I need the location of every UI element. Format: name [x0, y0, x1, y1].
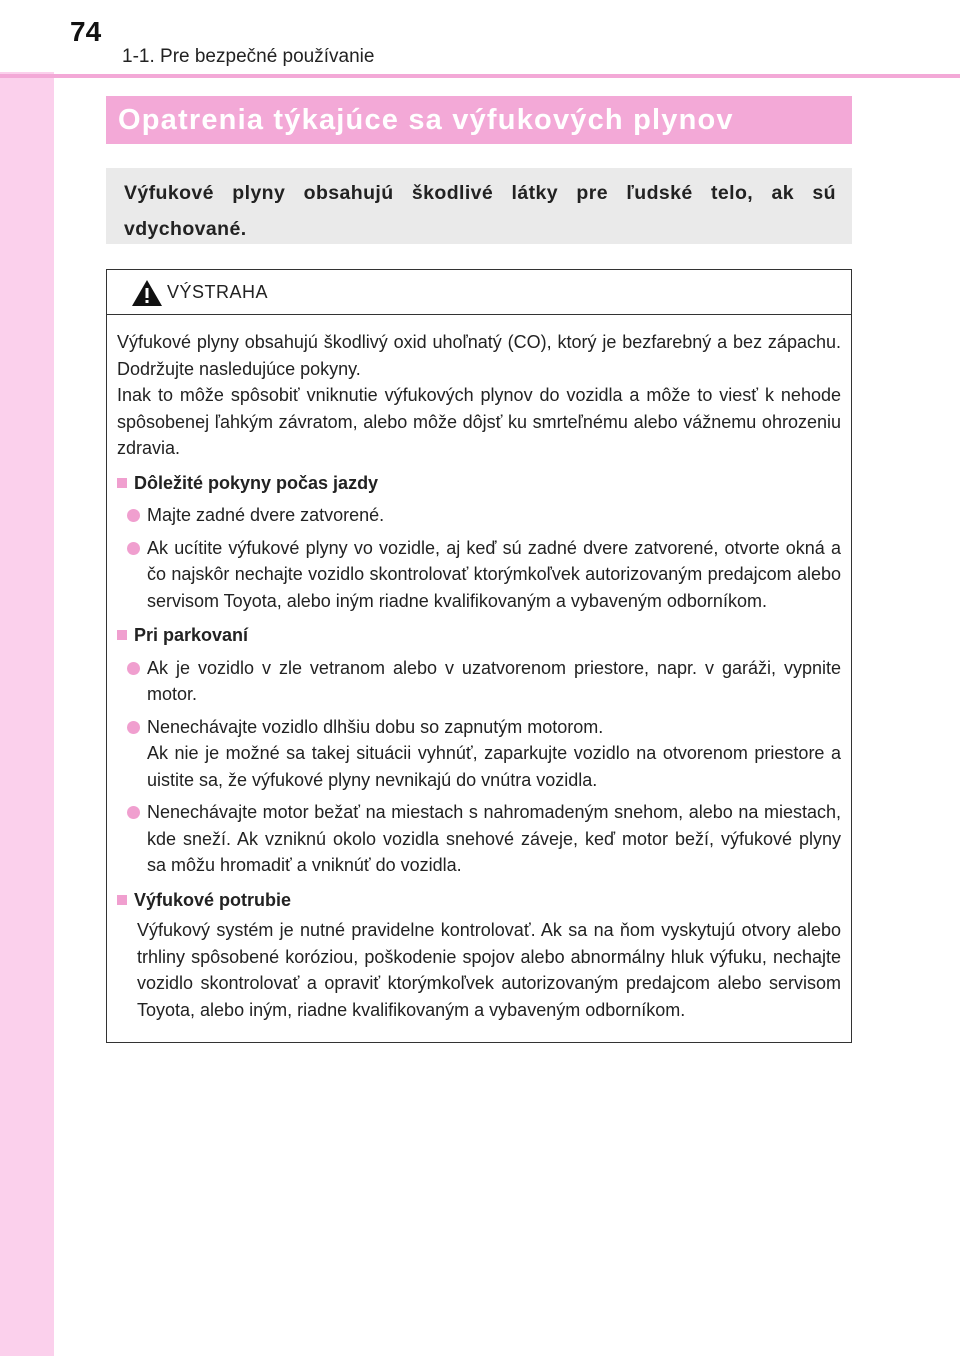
- warning-triangle-icon: [131, 279, 163, 307]
- section-title: Opatrenia týkajúce sa výfukových plynov: [118, 103, 734, 136]
- warning-intro-paragraph: Výfukové plyny obsahujú škodlivý oxid uhoľnatý (CO), ktorý je bezfarebný a bez zápachu. Dodržujte nasledujúce pokyny.: [117, 332, 841, 379]
- header-rule: [0, 74, 960, 78]
- intro-box: [106, 168, 852, 244]
- dot-bullet-icon: [127, 806, 140, 819]
- exhaust-paragraph: Výfukový systém je nutné pravidelne kontrolovať. Ak sa na ňom vyskytujú otvory alebo trhliny spôsobené koróziou, poškodenie spojov alebo abnormálny hluk výfuku, nechajte vozidlo skontrolovať a opraviť ktorýmkoľvek autorizovaným predajcom alebo servisom Toyota, alebo iným, riadne kvalifikovaným a vybaveným odborníkom.: [137, 920, 841, 1020]
- warning-label: VÝSTRAHA: [167, 282, 269, 302]
- list-item-text: Majte zadné dvere zatvorené.: [147, 505, 385, 525]
- list-item-text: [147, 714, 841, 794]
- list-item: [117, 655, 841, 708]
- list-item: [117, 535, 841, 615]
- warning-consequence-paragraph: Inak to môže spôsobiť vniknutie výfukových plynov do vozidla a môže to viesť k nehode spôsobenej ľahkým závratom, alebo môže dôjsť ku smrteľnému alebo vážnemu ohrozeniu zdravia.: [117, 385, 841, 458]
- list-item: [117, 714, 841, 794]
- list-item-text: Nenechávajte motor bežať na miestach s nahromadeným snehom, alebo na miestach, kde sneží. Ak vzniknú okolo vozidla snehové záveje, keď motor beží, výfukové plyny sa môžu hromadiť a vniknúť do vozidla.: [147, 802, 841, 875]
- warning-body: [107, 315, 851, 1023]
- dot-bullet-icon: [127, 721, 140, 734]
- dot-bullet-icon: [127, 509, 140, 522]
- subsection-heading-exhaust: [117, 887, 841, 914]
- square-bullet-icon: [117, 630, 127, 640]
- list-item: [117, 799, 841, 879]
- intro-text: Výfukové plyny obsahujú škodlivé látky pre ľudské telo, ak sú vdychované.: [124, 182, 836, 240]
- page-header: [0, 0, 960, 72]
- square-bullet-icon: [117, 895, 127, 905]
- subsection-heading-parking: [117, 622, 841, 649]
- list-item-text-line: Nenechávajte vozidlo dlhšiu dobu so zapnutým motorom.: [147, 716, 604, 737]
- subsection-heading-label: Výfukové potrubie: [134, 889, 292, 910]
- list-item: [117, 502, 841, 529]
- running-head: 1-1. Pre bezpečné používanie: [122, 46, 375, 67]
- list-item-continuation: Ak nie je možné sa takej situácii vyhnúť, zaparkujte vozidlo na otvorenom priestore a uistite sa, že výfukové plyny nevnikajú do vnútra vozidla.: [147, 743, 841, 790]
- dot-bullet-icon: [127, 542, 140, 555]
- page-number: 74: [70, 16, 102, 47]
- side-color-strip: [0, 0, 54, 1356]
- warning-box: [106, 269, 852, 1043]
- dot-bullet-icon: [127, 662, 140, 675]
- list-item-text: Ak je vozidlo v zle vetranom alebo v uzatvorenom priestore, napr. v garáži, vypnite motor.: [147, 657, 841, 704]
- subsection-heading-label: Dôležité pokyny počas jazdy: [134, 472, 379, 493]
- subsection-heading-label: Pri parkovaní: [134, 625, 249, 645]
- subsection-heading-driving: [117, 470, 841, 497]
- section-title-bar: [106, 96, 852, 144]
- list-item-text: Ak ucítite výfukové plyny vo vozidle, aj keď sú zadné dvere zatvorené, otvorte okná a čo najskôr nechajte vozidlo skontrolovať ktorýmkoľvek autorizovaným predajcom alebo servisom Toyota, alebo iným riadne kvalifikovaným a vybaveným odborníkom.: [147, 537, 841, 611]
- warning-header: [107, 270, 851, 315]
- square-bullet-icon: [117, 478, 127, 488]
